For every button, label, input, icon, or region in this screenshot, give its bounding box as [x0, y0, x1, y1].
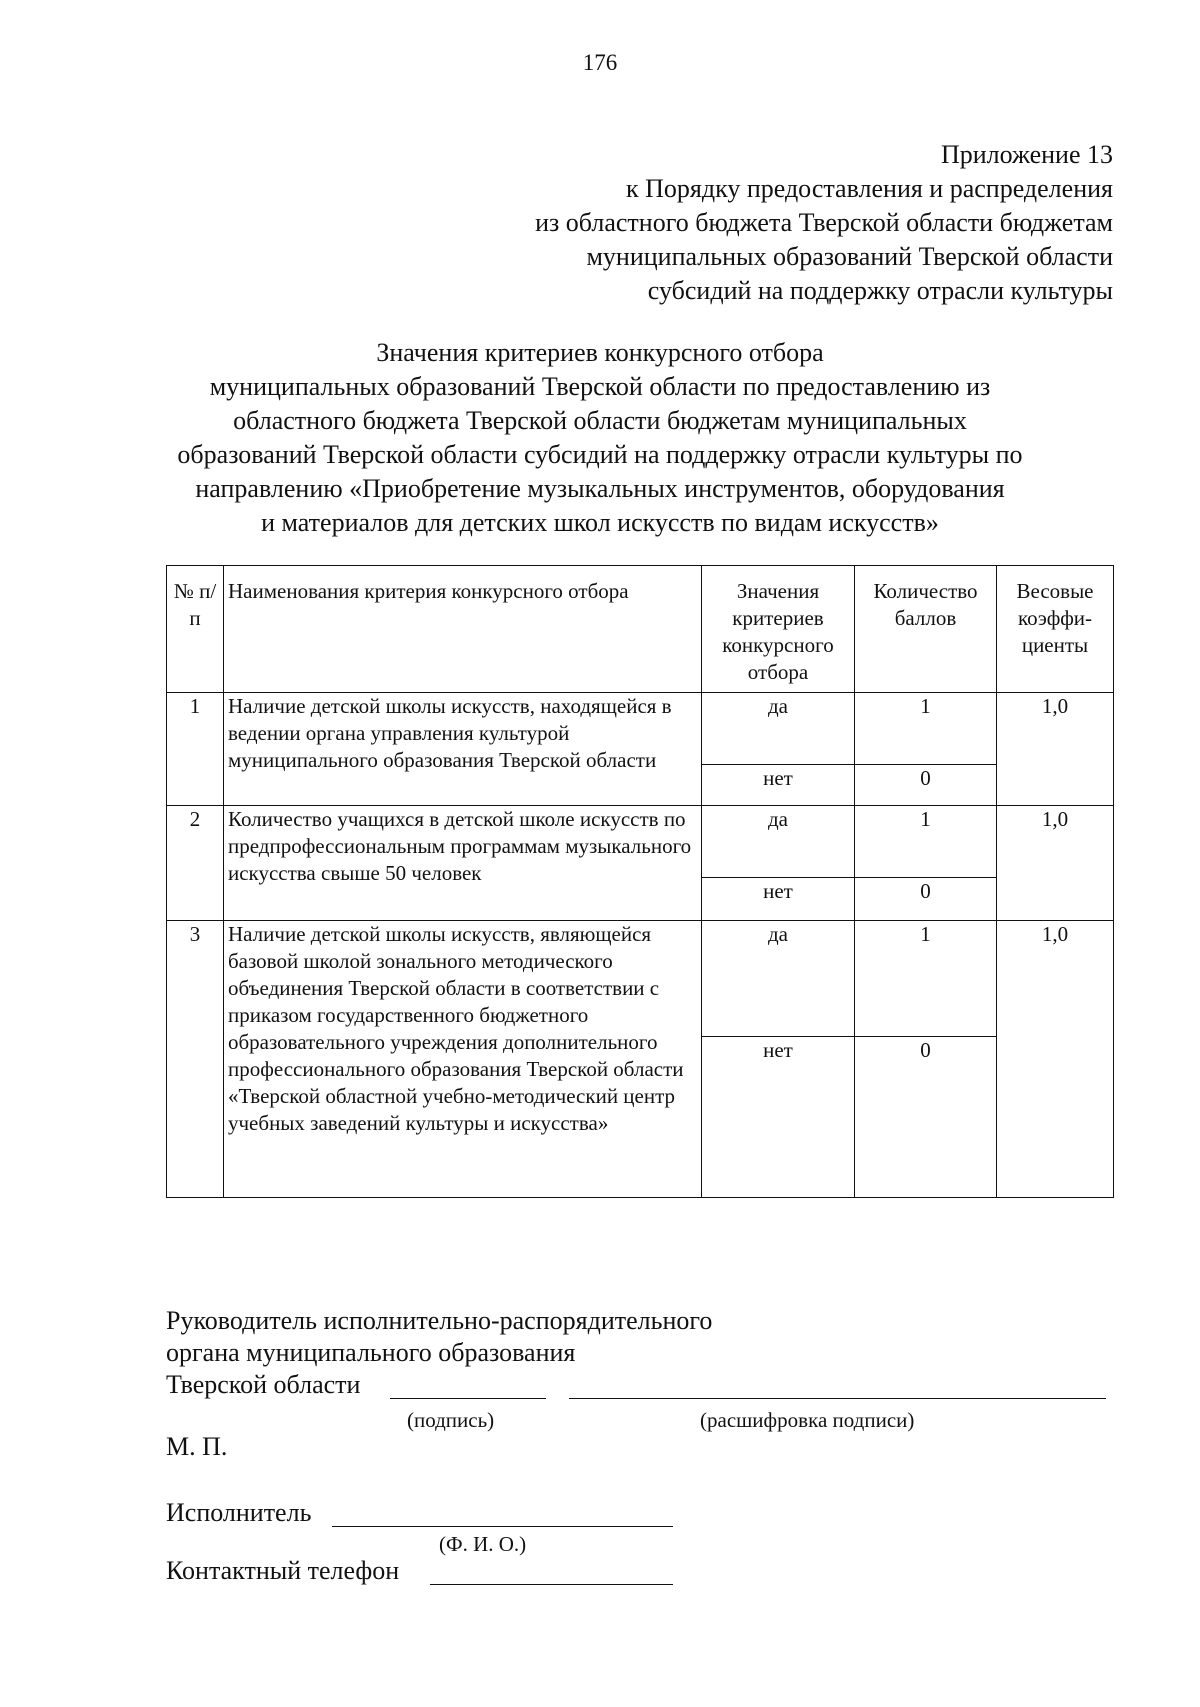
fio-caption: (Ф. И. О.) [439, 1532, 527, 1556]
table-header-row [167, 566, 1114, 693]
executor-field[interactable] [332, 1526, 673, 1527]
appendix-reference [535, 138, 1113, 308]
points-no: 0 [855, 1037, 997, 1198]
title-line: областного бюджета Тверской области бюджетам муниципальных [233, 406, 967, 435]
row-num: 1 [167, 693, 224, 806]
document-title [0, 336, 1200, 540]
table-row [167, 693, 1114, 765]
head-title-line-3: Тверской области [166, 1370, 361, 1399]
criterion-value-yes: да [702, 693, 855, 765]
weight-coefficient: 1,0 [997, 806, 1114, 921]
title-line: муниципальных образований Тверской области по предоставлению из [209, 372, 991, 401]
executor-label: Исполнитель [166, 1498, 312, 1527]
points-no: 0 [855, 765, 997, 806]
row-num: 2 [167, 806, 224, 921]
criterion-value-no: нет [702, 878, 855, 921]
header-weights: Весовые коэффи-циенты [997, 566, 1114, 693]
appendix-line: из областного бюджета Тверской области бюджетам [535, 208, 1113, 237]
criterion-value-yes: да [702, 806, 855, 878]
phone-field[interactable] [430, 1584, 673, 1585]
signature-field[interactable] [390, 1398, 546, 1399]
title-line: направлению «Приобретение музыкальных инструментов, оборудования [195, 474, 1005, 503]
header-points: Количество баллов [855, 566, 997, 693]
criteria-table [166, 565, 1114, 1198]
weight-coefficient: 1,0 [997, 693, 1114, 806]
appendix-line: к Порядку предоставления и распределения [625, 174, 1113, 203]
appendix-line: Приложение 13 [940, 140, 1113, 169]
title-line: образований Тверской области субсидий на поддержку отрасли культуры по [177, 440, 1023, 469]
header-criterion-values: Значения критериев конкурсного отбора [702, 566, 855, 693]
title-line: Значения критериев конкурсного отбора [376, 338, 824, 367]
page-number: 176 [582, 50, 618, 75]
head-title-line-2: органа муниципального образования [166, 1338, 576, 1367]
points-yes: 1 [855, 921, 997, 1037]
title-line: и материалов для детских школ искусств по видам искусств» [261, 508, 939, 537]
header-criterion-name: Наименования критерия конкурсного отбора [224, 566, 702, 693]
appendix-line: муниципальных образований Тверской области [586, 242, 1113, 271]
decoding-caption: (расшифровка подписи) [700, 1408, 915, 1432]
header-num: № п/п [167, 566, 224, 693]
points-yes: 1 [855, 806, 997, 878]
signature-caption: (подпись) [407, 1408, 495, 1432]
points-yes: 1 [855, 693, 997, 765]
criterion-name: Наличие детской школы искусств, находящейся в ведении органа управления культурой муниципального образования Тверской области [224, 693, 702, 806]
phone-label: Контактный телефон [166, 1556, 400, 1585]
criterion-name: Наличие детской школы искусств, являющейся базовой школой зонального методического объединения Тверской области в соответствии с приказом государственного бюджетного образовательного учреждения дополнительного профессионального образования Тверской области «Тверской областной учебно-методический центр учебных заведений культуры и искусства» [224, 921, 702, 1198]
weight-coefficient: 1,0 [997, 921, 1114, 1198]
head-title-line-1: Руководитель исполнительно-распорядительного [166, 1306, 713, 1335]
criterion-value-yes: да [702, 921, 855, 1037]
signature-decoding-field[interactable] [569, 1398, 1106, 1399]
criterion-value-no: нет [702, 765, 855, 806]
row-num: 3 [167, 921, 224, 1198]
appendix-line: субсидий на поддержку отрасли культуры [647, 276, 1113, 305]
table-row [167, 806, 1114, 878]
table-row [167, 921, 1114, 1037]
stamp-place: М. П. [166, 1432, 228, 1461]
points-no: 0 [855, 878, 997, 921]
criterion-value-no: нет [702, 1037, 855, 1198]
criterion-name: Количество учащихся в детской школе искусств по предпрофессиональным программам музыкального искусства свыше 50 человек [224, 806, 702, 921]
